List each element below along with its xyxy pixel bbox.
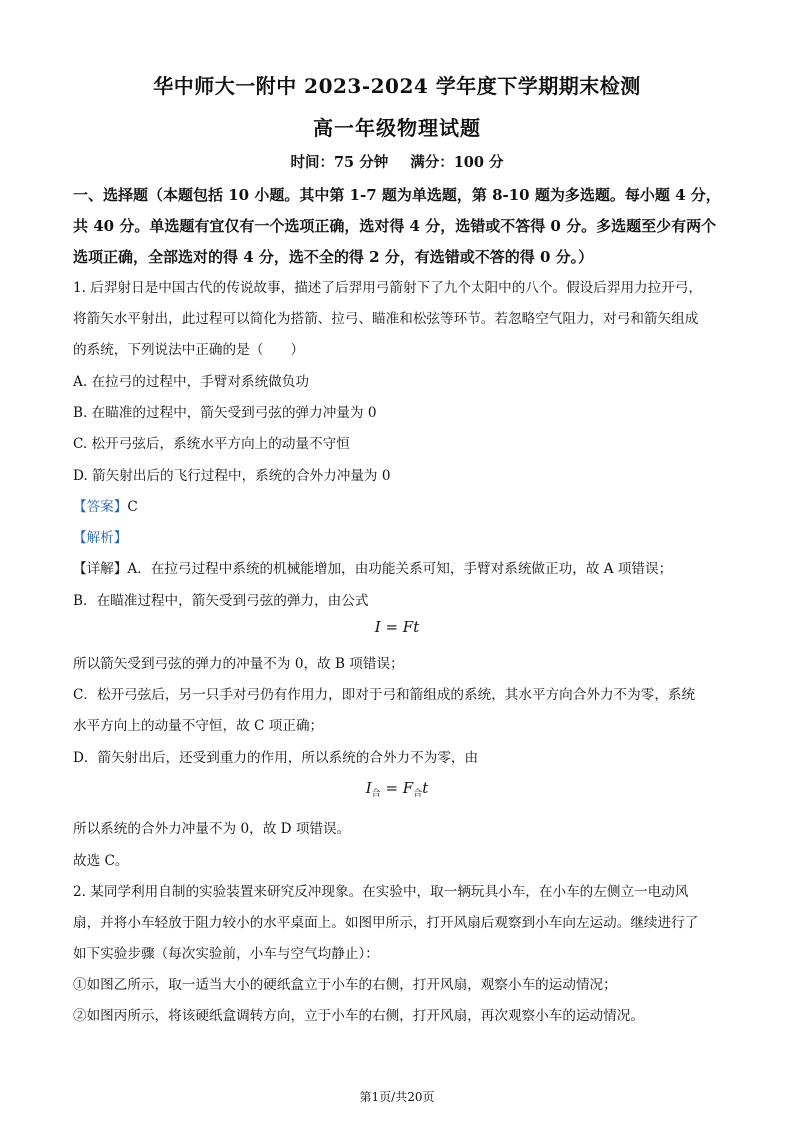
q1-option-c: C. 松开弓弦后，系统水平方向上的动量不守恒 bbox=[73, 436, 350, 452]
formula-net-impulse bbox=[0, 779, 794, 799]
formula2-t: t bbox=[422, 779, 429, 797]
q1-detail-c1: C．松开弓弦后，另一只手对弓仍有作用力，即对于弓和箭组成的系统，其水平方向合外力不为零，系统 bbox=[73, 687, 696, 703]
formula-impulse: I = Ft bbox=[374, 618, 420, 636]
detail-a-text: A．在拉弓过程中系统的机械能增加，由功能关系可知，手臂对系统做正功，故 A 项错误； bbox=[127, 561, 673, 577]
detail-tag: 【详解】 bbox=[73, 561, 128, 577]
answer-tag: 【答案】 bbox=[73, 499, 128, 515]
answer-value: C bbox=[127, 499, 138, 515]
q1-option-a: A. 在拉弓的过程中，手臂对系统做负功 bbox=[73, 374, 309, 390]
exam-score: 满分：100 分 bbox=[410, 154, 504, 171]
q1-stem-line-3: 的系统，下列说法中正确的是（ ） bbox=[73, 342, 305, 358]
q1-detail-a bbox=[73, 557, 672, 577]
q2-line-2: 扇，并将小车轻放于阻力较小的水平桌面上。如图甲所示，打开风扇后观察到小车向左运动。继续进行了 bbox=[73, 915, 699, 931]
section-heading: 一、选择题（本题包括 10 小题。其中第 1-7 题为单选题，第 8-10 题为多选题。每小题 4 分，共 40 分。单选题有宜仅有一个选项正确，选对得 4 分，选错或不答得 0 分。多选题至少有两个选项正确，全部选对的得 4 分，选不全的得 2 分，有选错或不答的得 0 分。） bbox=[73, 186, 721, 266]
q1-detail-d2: 所以系统的合外力冲量不为 0，故 D 项错误。 bbox=[73, 821, 351, 837]
q1-detail-b: B．在瞄准过程中，箭矢受到弓弦的弹力，由公式 bbox=[73, 593, 369, 609]
q2-line-4: ①如图乙所示，取一适当大小的硬纸盒立于小车的右侧，打开风扇，观察小车的运动情况； bbox=[73, 977, 617, 993]
analysis-tag: 【解析】 bbox=[73, 530, 128, 546]
exam-meta bbox=[0, 151, 794, 172]
q1-stem-line-2: 将箭矢水平射出，此过程可以简化为搭箭、拉弓、瞄准和松弦等环节。若忽略空气阻力，对弓和箭矢组成 bbox=[73, 311, 699, 327]
q1-detail-d: D．箭矢射出后，还受到重力的作用，所以系统的合外力不为零，由 bbox=[73, 750, 479, 766]
q1-conclusion: 故选 C。 bbox=[73, 853, 129, 869]
exam-time: 时间：75 分钟 bbox=[290, 154, 389, 171]
formula2-eq: = F bbox=[380, 779, 414, 797]
exam-subtitle: 高一年级物理试题 bbox=[313, 116, 481, 140]
page-number: 第1页/共20页 bbox=[359, 1090, 435, 1104]
q1-detail-b2: 所以箭矢受到弓弦的弹力的冲量不为 0，故 B 项错误； bbox=[73, 656, 404, 672]
q2-line-1: 2. 某同学利用自制的实验装置来研究反冲现象。在实验中，取一辆玩具小车，在小车的左侧立一电动风 bbox=[73, 884, 689, 900]
formula2-sub2: 合 bbox=[413, 789, 423, 799]
q1-detail-c2: 水平方向上的动量不守恒，故 C 项正确； bbox=[73, 718, 324, 734]
q1-stem-line-1: 1. 后羿射日是中国古代的传说故事，描述了后羿用弓箭射下了九个太阳中的八个。假设后羿用力拉开弓， bbox=[73, 280, 703, 296]
q1-option-d: D. 箭矢射出后的飞行过程中，系统的合外力冲量为 0 bbox=[73, 468, 391, 484]
q2-line-5: ②如图丙所示，将该硬纸盒调转方向，立于小车的右侧，打开风扇，再次观察小车的运动情况。 bbox=[73, 1008, 644, 1024]
q2-line-3: 如下实验步骤（每次实验前，小车与空气均静止）： bbox=[73, 946, 379, 962]
formula2-i: I bbox=[365, 779, 372, 797]
exam-title: 华中师大一附中 2023-2024 学年度下学期期末检测 bbox=[153, 74, 641, 98]
q1-answer-line bbox=[73, 495, 138, 515]
formula2-sub: 合 bbox=[371, 789, 381, 799]
q1-analysis-line bbox=[73, 526, 127, 546]
q1-option-b: B. 在瞄准的过程中，箭矢受到弓弦的弹力冲量为 0 bbox=[73, 405, 377, 421]
